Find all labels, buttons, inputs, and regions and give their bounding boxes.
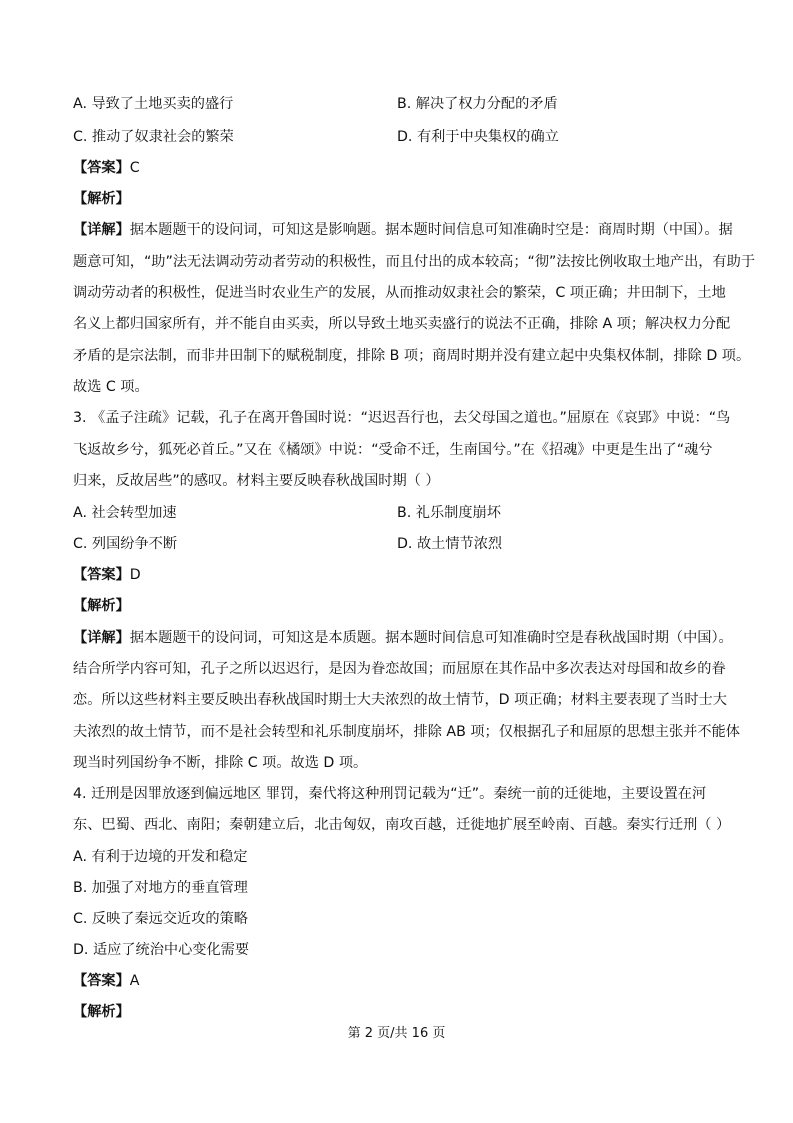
q3-detail-line: 结合所学内容可知，孔子之所以迟迟行，是因为眷恋故国；而屈原在其作品中多次表达对母国和故乡的眷 — [73, 661, 726, 677]
q4-option-c: C. 反映了秦远交近攻的策略 — [73, 911, 248, 927]
q3-detail-line: 现当时列国纷争不断，排除 C 项。故选 D 项。 — [73, 755, 368, 771]
q2-detail-line: 【详解】据本题题干的设问词，可知这是影响题。据本题时间信息可知准确时空是：商周时期（中国）。据 — [73, 222, 733, 238]
q3-option-b: B. 礼乐制度崩坏 — [397, 505, 501, 521]
q2-option-a: A. 导致了土地买卖的盛行 — [73, 96, 234, 112]
q3-stem-line: 3. 《孟子注疏》记载，孔子在离开鲁国时说：“迟迟吾行也，去父母国之道也。”屈原在《哀郢》中说：“鸟 — [73, 410, 731, 426]
q2-option-b: B. 解决了权力分配的矛盾 — [397, 96, 558, 112]
answer-tag: 【答案】 — [73, 567, 130, 583]
answer-value: C — [129, 160, 140, 176]
page-footer: 第 2 页/共 16 页 — [347, 1026, 446, 1041]
q3-analysis-heading: 【解析】 — [73, 598, 130, 614]
q4-option-b: B. 加强了对地方的垂直管理 — [73, 880, 248, 896]
answer-value: A — [129, 973, 140, 989]
q2-option-d: D. 有利于中央集权的确立 — [397, 129, 559, 145]
answer-tag: 【答案】 — [73, 973, 130, 989]
q4-analysis-heading: 【解析】 — [73, 1004, 130, 1020]
detail-tag: 【详解】 — [73, 630, 130, 646]
q3-option-d: D. 故土情节浓烈 — [397, 536, 503, 552]
q3-detail-line: 恋。所以这些材料主要反映出春秋战国时期士大夫浓烈的故土情节，D 项正确；材料主要表现了当时士大 — [73, 692, 727, 708]
q2-detail-line: 题意可知，“助”法无法调动劳动者劳动的积极性，而且付出的成本较高；“彻”法按比例收取土地产出，有助于 — [73, 254, 756, 270]
q3-detail-line: 夫浓烈的故土情节，而不是社会转型和礼乐制度崩坏，排除 AB 项；仅根据孔子和屈原的思想主张并不能体 — [73, 724, 740, 740]
q3-detail-line: 【详解】据本题题干的设问词，可知这是本质题。据本题时间信息可知准确时空是春秋战国时期（中国）。 — [73, 630, 733, 646]
q2-detail-line: 矛盾的是宗法制，而非井田制下的赋税制度，排除 B 项；商周时期并没有建立起中央集权体制，排除 D 项。 — [73, 348, 751, 364]
q2-detail-line: 调动劳动者的积极性，促进当时农业生产的发展，从而推动奴隶社会的繁荣，C 项正确；井田制下，土地 — [73, 285, 726, 301]
q4-answer — [73, 971, 139, 991]
q4-stem-line: 4. 迁刑是因罪放逐到偏远地区 罪罚，秦代将这种刑罚记载为“迁”。秦统一前的迁徙地，主要设置在河 — [73, 786, 707, 802]
q3-answer — [73, 565, 141, 585]
q3-option-c: C. 列国纷争不断 — [73, 536, 178, 552]
q3-stem-line: 归来，反故居些”的感叹。材料主要反映春秋战国时期（ ） — [73, 473, 440, 489]
q4-stem-line: 东、巴蜀、西北、南阳；秦朝建立后，北击匈奴，南攻百越，迁徙地扩展至岭南、百越。秦实行迁刑（ ） — [73, 817, 731, 833]
answer-value: D — [129, 567, 141, 583]
detail-tag: 【详解】 — [73, 222, 130, 238]
q2-option-c: C. 推动了奴隶社会的繁荣 — [73, 129, 234, 145]
q2-detail-line: 名义上都归国家所有，并不能自由买卖，所以导致土地买卖盛行的说法不正确，排除 A 项；解决权力分配 — [73, 316, 731, 332]
q2-answer — [73, 158, 140, 178]
q3-stem-line: 飞返故乡兮，狐死必首丘。”又在《橘颂》中说：“受命不迁，生南国兮。”在《招魂》中更是生出了“魂兮 — [73, 442, 713, 458]
answer-tag: 【答案】 — [73, 160, 130, 176]
q2-detail-line: 故选 C 项。 — [73, 379, 149, 395]
q4-option-a: A. 有利于边境的开发和稳定 — [73, 849, 248, 865]
q3-option-a: A. 社会转型加速 — [73, 505, 177, 521]
q2-analysis-heading: 【解析】 — [73, 191, 130, 207]
q4-option-d: D. 适应了统治中心变化需要 — [73, 942, 250, 958]
